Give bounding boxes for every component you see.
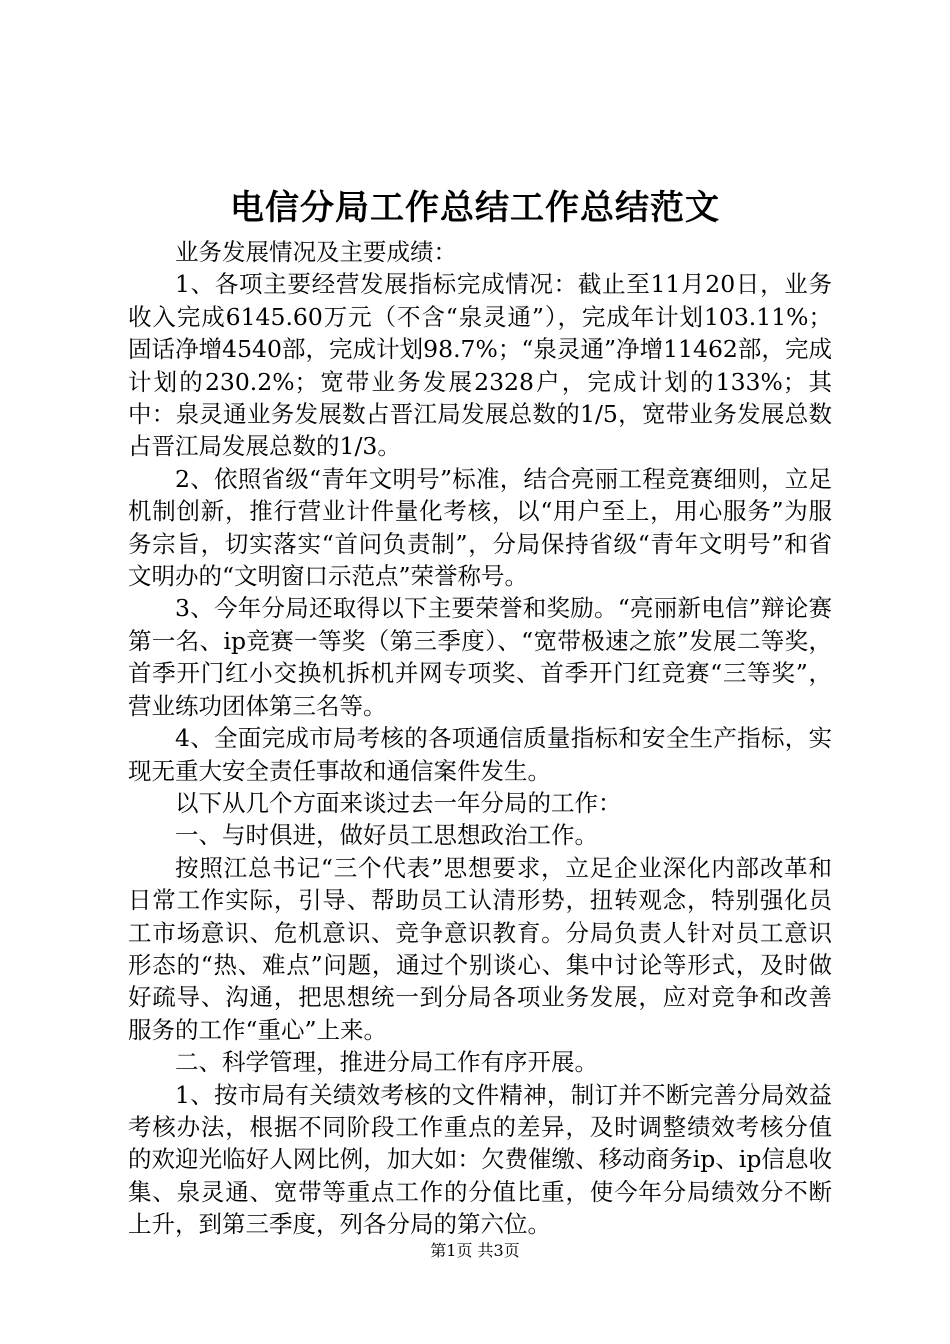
paragraph-section-2-item-1: 1、按市局有关绩效考核的文件精神，制订并不断完善分局效益考核办法，根据不同阶段工作重点的差异，及时调整绩效考核分值的欢迎光临好人网比例，加大如：欠费催缴、移动商务ip、ip信息收集、泉灵通、宽带等重点工作的分值比重，使今年分局绩效分不断上升，到第三季度，列各分局的第六位。 — [128, 1080, 832, 1239]
document-body — [128, 236, 832, 1241]
page-footer: 第1页 共3页 — [430, 1241, 520, 1260]
paragraph-section-1: 按照江总书记“三个代表”思想要求，立足企业深化内部改革和日常工作实际，引导、帮助员工认清形势，扭转观念，特别强化员工市场意识、危机意识、竞争意识教育。分局负责人针对员工意识形态的“热、难点”问题，通过个别谈心、集中讨论等形式，及时做好疏导、沟通，把思想统一到分局各项业务发展，应对竞争和改善服务的工作“重心”上来。 — [128, 853, 832, 1044]
section-heading-2: 二、科学管理，推进分局工作有序开展。 — [175, 1048, 598, 1077]
document-title: 电信分局工作总结工作总结范文 — [230, 188, 720, 228]
paragraph-achievement-1: 1、各项主要经营发展指标完成情况：截止至11月20日，业务收入完成6145.60万元（不含“泉灵通”），完成年计划103.11%；固话净增4540部，完成计划98.7%；“泉灵通”净增11462部，完成计划的230.2%；宽带业务发展2328户，完成计划的133%；其中：泉灵通业务发展数占晋江局发展总数的1/5，宽带业务发展总数占晋江局发展总数的1/3。 — [128, 270, 832, 461]
paragraph-achievement-4: 4、全面完成市局考核的各项通信质量指标和安全生产指标，实现无重大安全责任事故和通信案件发生。 — [128, 724, 832, 785]
section-heading-1: 一、与时俱进，做好员工思想政治工作。 — [175, 821, 598, 850]
paragraph-achievement-2: 2、依照省级“青年文明号”标准，结合亮丽工程竞赛细则，立足机制创新，推行营业计件量化考核，以“用户至上，用心服务”为服务宗旨，切实落实“首问负责制”，分局保持省级“青年文明号”和省文明办的“文明窗口示范点”荣誉称号。 — [128, 464, 832, 591]
paragraph-achievement-3: 3、今年分局还取得以下主要荣誉和奖励。“亮丽新电信”辩论赛第一名、ip竞赛一等奖（第三季度）、“宽带极速之旅”发展二等奖，首季开门红小交换机拆机并网专项奖、首季开门红竞赛“三等奖”，营业练功团体第三名等。 — [128, 594, 832, 720]
paragraph-intro: 业务发展情况及主要成绩： — [175, 238, 457, 266]
paragraph-transition: 以下从几个方面来谈过去一年分局的工作： — [175, 788, 622, 817]
